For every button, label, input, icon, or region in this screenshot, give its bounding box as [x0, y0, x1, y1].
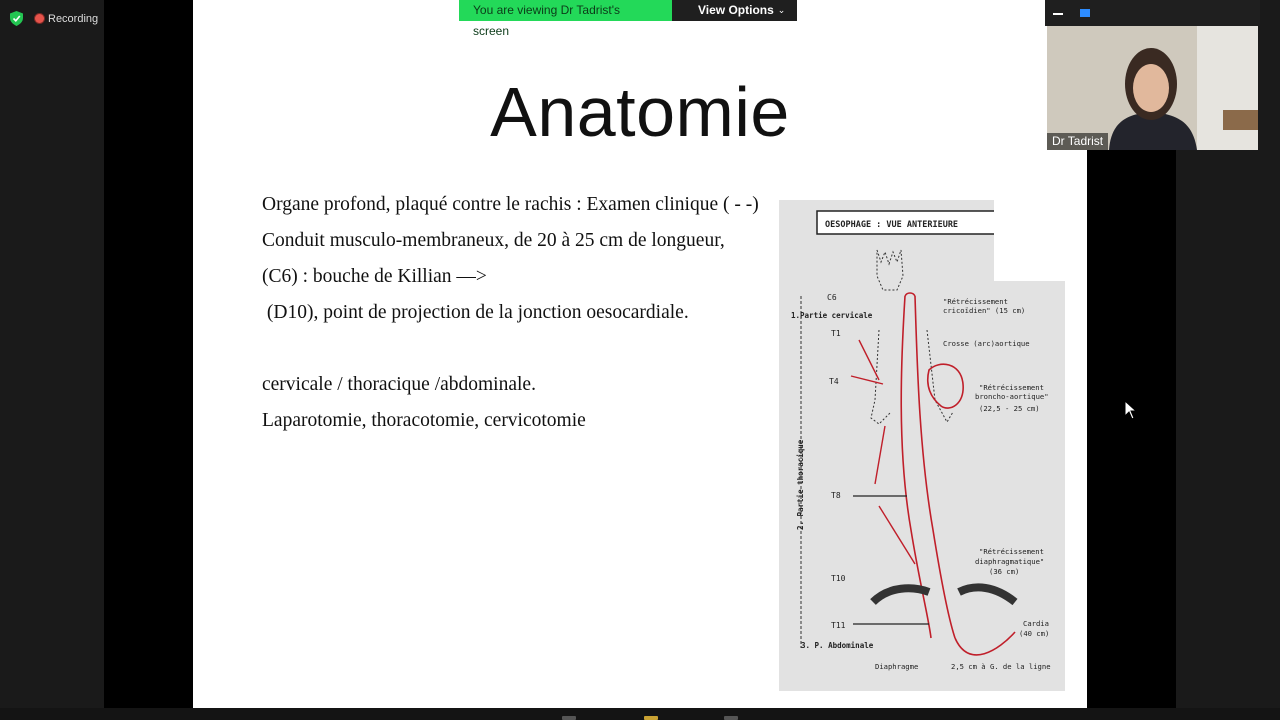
toolbar-icon-edge [562, 716, 576, 720]
video-shelf [1223, 110, 1258, 130]
retrecissement-diaphragmatique-label-3: (36 cm) [989, 567, 1020, 576]
crosse-aortique-label: Crosse (arc)aortique [943, 339, 1030, 348]
part-cervicale-label: 1.Partie cervicale [791, 311, 873, 320]
larynx-outline [877, 250, 903, 290]
retrecissement-diaphragmatique-label: "Rétrécissement [979, 547, 1044, 556]
left-dark-strip [0, 0, 104, 720]
slide-line: (C6) : bouche de Killian —> [262, 266, 487, 287]
participant-video[interactable] [1047, 26, 1258, 150]
red-arrow [875, 426, 885, 484]
slide-line: (D10), point de projection de la jonction oesocardiale. [262, 302, 689, 323]
part-thoracique-label: 2. Partie thoracique [796, 439, 805, 530]
record-dot-icon [35, 14, 44, 23]
retrecissement-cricoidien-label: "Rétrécissement [943, 297, 1008, 306]
recording-label: Recording [48, 12, 99, 25]
t10-label: T10 [831, 574, 846, 583]
slide-line: Organe profond, plaqué contre le rachis : Examen clinique ( - -) [262, 194, 759, 215]
cardia-label-2: (40 cm) [1019, 629, 1050, 638]
cricoid-ring [905, 293, 915, 296]
retrecissement-broncho-label: "Rétrécissement [979, 383, 1044, 392]
cardia-label: Cardia [1023, 619, 1049, 628]
diaphragm-right [959, 587, 1015, 602]
t8-label: T8 [831, 491, 841, 500]
toolbar-icon-edge [724, 716, 738, 720]
red-arrow [879, 506, 915, 564]
retrecissement-diaphragmatique-label-2: diaphragmatique" [975, 557, 1045, 566]
view-options-button[interactable] [672, 0, 797, 21]
red-arrow [859, 340, 879, 380]
diaphragme-label: Diaphragme [875, 662, 919, 671]
slide-title: Anatomie [490, 73, 790, 151]
meeting-status-bar [10, 11, 98, 26]
chevron-down-icon: ⌄ [777, 5, 786, 15]
diaphragm-left [873, 588, 929, 602]
video-panel-header [1045, 0, 1260, 26]
diagram-crop-notch [994, 200, 1065, 281]
slide-line-blank [262, 334, 759, 370]
t4-label: T4 [829, 377, 839, 386]
retrecissement-broncho-label-3: (22,5 - 25 cm) [979, 404, 1040, 413]
slide-line: Laparotomie, thoracotomie, cervicotomie [262, 410, 586, 431]
toolbar-icon-edge [644, 716, 658, 720]
screen-share-banner [459, 0, 797, 38]
diagram-header: OESOPHAGE : VUE ANTERIEURE [825, 220, 959, 230]
minimize-icon[interactable] [1053, 13, 1063, 15]
security-shield-icon[interactable] [10, 11, 23, 26]
slide-body-text [262, 190, 759, 442]
ligne-label: 2,5 cm à G. de la ligne [951, 662, 1051, 671]
participant-name: Dr Tadrist [1047, 133, 1108, 150]
slide-line: Conduit musculo-membraneux, de 20 à 25 cm de longueur, [262, 230, 725, 251]
mouse-cursor-icon [1124, 400, 1138, 420]
slide-line: cervicale / thoracique /abdominale. [262, 374, 536, 395]
t11-label: T11 [831, 621, 846, 630]
c6-label: C6 [827, 293, 837, 302]
bottom-toolbar-edge [0, 708, 1280, 720]
retrecissement-cricoidien-label-2: cricoïdien" (15 cm) [943, 306, 1026, 315]
recording-indicator[interactable] [35, 13, 98, 25]
view-toggle-icon[interactable] [1080, 9, 1090, 17]
trachea-outline [871, 330, 953, 424]
part-abdominale-label: 3. P. Abdominale [801, 641, 874, 650]
video-wall [1197, 26, 1258, 150]
retrecissement-broncho-label-2: broncho-aortique" [975, 392, 1049, 401]
stomach-curve [955, 632, 1015, 655]
person-face [1133, 64, 1169, 112]
view-options-label: View Options [698, 3, 774, 17]
viewing-screen-message: You are viewing Dr Tadrist's screen [459, 0, 672, 21]
t1-label: T1 [831, 329, 841, 338]
